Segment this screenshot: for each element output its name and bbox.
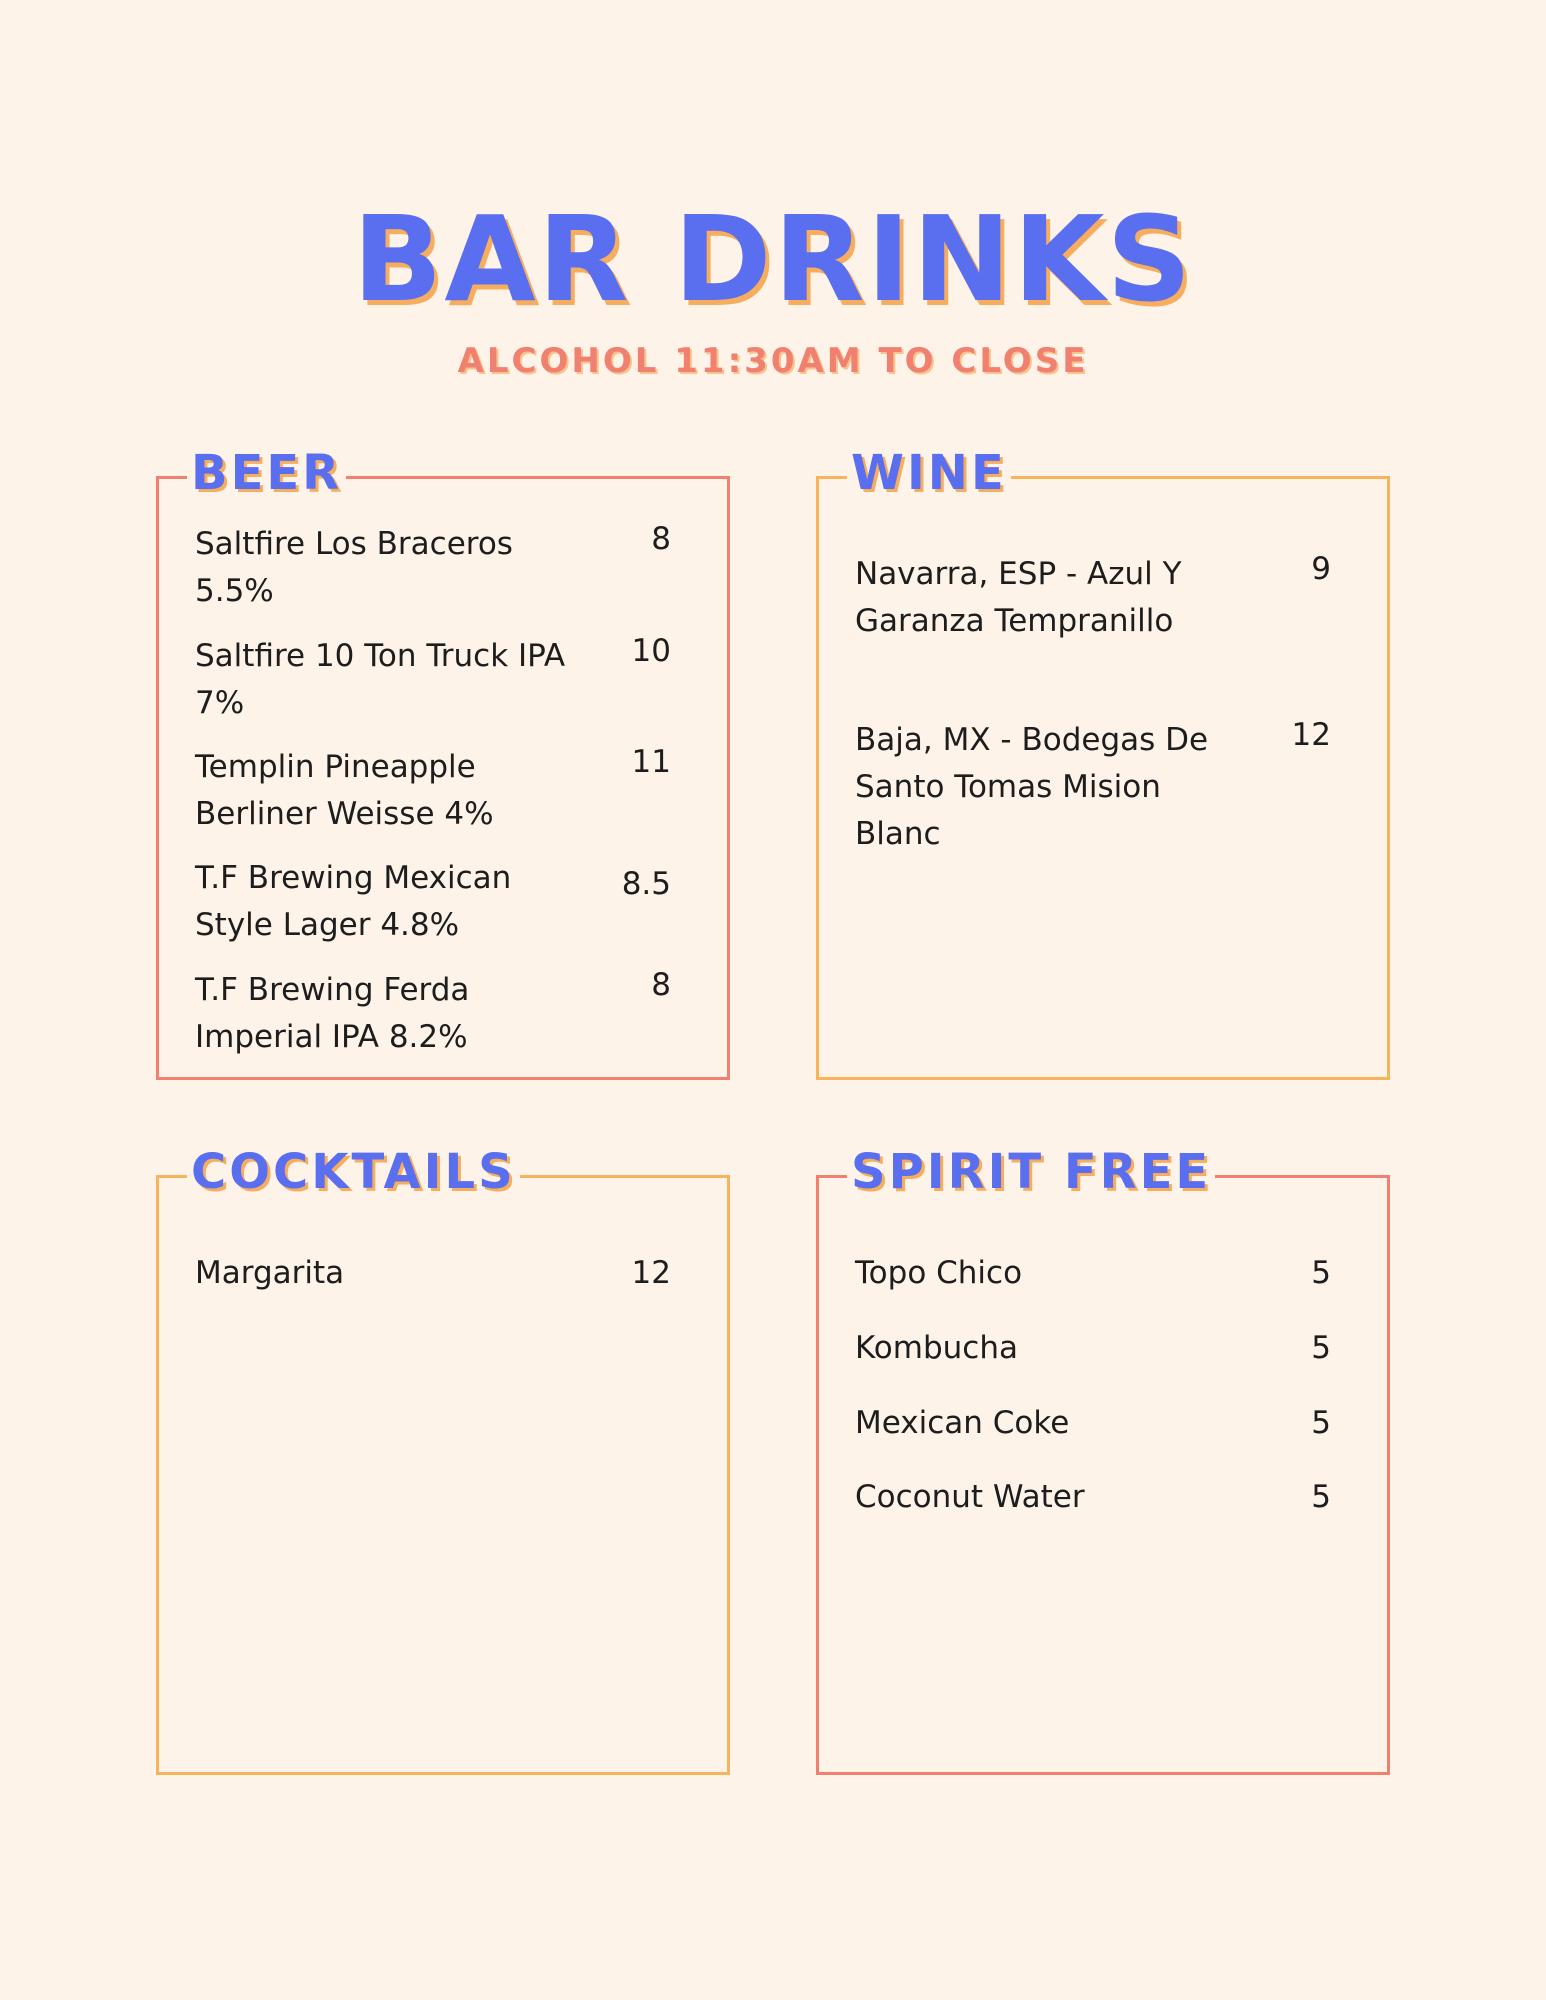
beer-section <box>156 445 730 1080</box>
item-price: 5 <box>1311 1255 1331 1291</box>
item-name: Templin Pineapple Berliner Weisse 4% <box>195 749 494 832</box>
cocktails-section-title: COCKTAILS <box>187 1148 520 1196</box>
menu-item <box>855 1250 1331 1297</box>
menu-item <box>195 633 671 727</box>
cocktails-section <box>156 1144 730 1775</box>
menu-item <box>855 1400 1331 1447</box>
item-name: Saltfire Los Braceros 5.5% <box>195 526 513 609</box>
item-name: Topo Chico <box>855 1255 1023 1291</box>
menu-subtitle: ALCOHOL 11:30AM TO CLOSE <box>457 341 1089 381</box>
item-price: 8.5 <box>621 866 671 902</box>
menu-title: BAR DRINKS <box>352 190 1194 328</box>
menu-item <box>855 551 1331 645</box>
item-price: 8 <box>651 967 671 1003</box>
item-price: 12 <box>631 1255 671 1291</box>
menu-item <box>855 717 1331 858</box>
item-price: 5 <box>1311 1479 1331 1515</box>
wine-section-title: WINE <box>847 449 1011 497</box>
item-name: Kombucha <box>855 1330 1018 1366</box>
item-price: 5 <box>1311 1405 1331 1441</box>
item-name: Saltfire 10 Ton Truck IPA 7% <box>195 638 566 721</box>
item-price: 10 <box>631 633 671 669</box>
menu-item <box>855 1325 1331 1372</box>
item-name: T.F Brewing Mexican Style Lager 4.8% <box>195 860 512 943</box>
menu-item <box>195 1250 671 1297</box>
menu-item <box>855 1474 1331 1521</box>
item-name: Mexican Coke <box>855 1405 1070 1441</box>
item-name: T.F Brewing Ferda Imperial IPA 8.2% <box>195 972 470 1055</box>
item-price: 12 <box>1291 717 1331 753</box>
item-name: Coconut Water <box>855 1479 1085 1515</box>
spirit-free-section <box>816 1144 1390 1775</box>
item-price: 11 <box>631 744 671 780</box>
menu-item <box>195 967 671 1061</box>
item-name: Baja, MX - Bodegas De Santo Tomas Mision Blanc <box>855 722 1209 852</box>
item-price: 8 <box>651 521 671 557</box>
item-price: 5 <box>1311 1330 1331 1366</box>
beer-section-title: BEER <box>187 449 346 497</box>
wine-section <box>816 445 1390 1080</box>
menu-item <box>195 744 671 838</box>
item-name: Margarita <box>195 1255 345 1291</box>
item-price: 9 <box>1311 551 1331 587</box>
spirit-free-section-title: SPIRIT FREE <box>847 1148 1215 1196</box>
item-name: Navarra, ESP - Azul Y Garanza Tempranillo <box>855 556 1182 639</box>
menu-item <box>195 855 671 949</box>
menu-item <box>195 521 671 615</box>
